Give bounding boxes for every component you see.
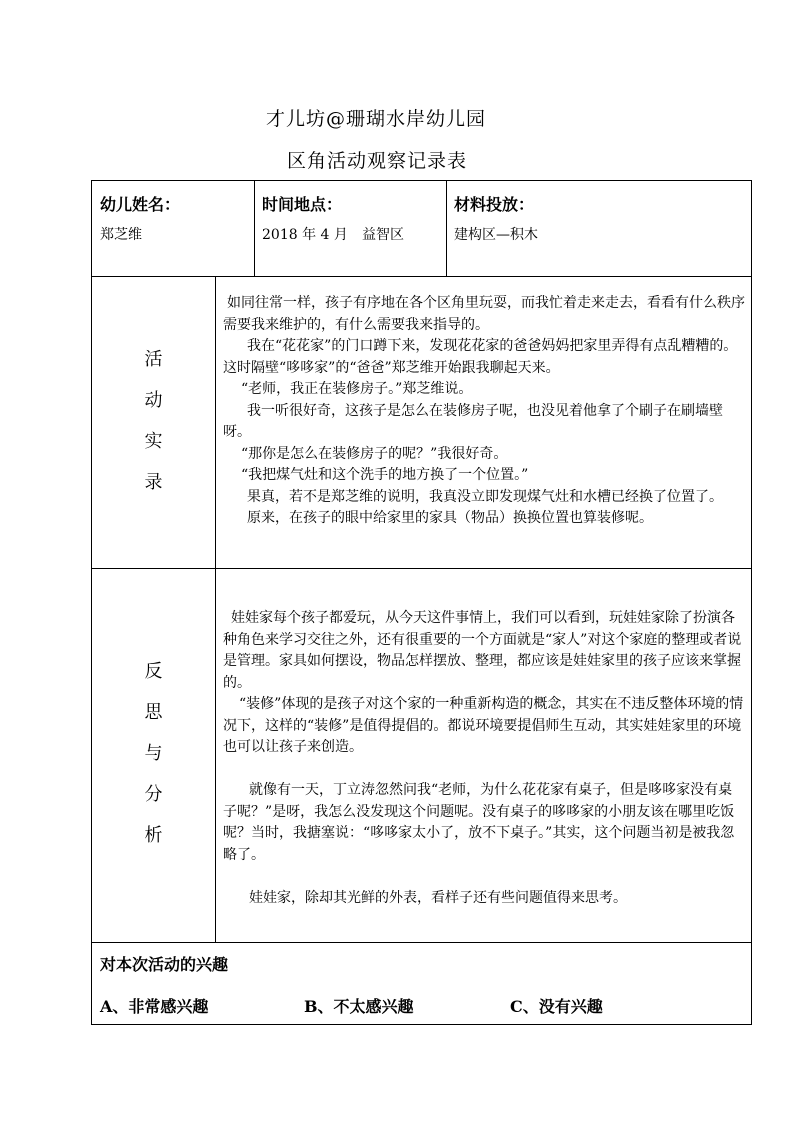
interest-title: 对本次活动的兴趣 bbox=[100, 955, 229, 974]
place-value: 益智区 bbox=[362, 227, 404, 243]
paragraph-gap bbox=[223, 866, 745, 888]
record-paragraph: 如同往常一样，孩子有序地在各个区角里玩耍，而我忙着走来走去，看看有什么秩序需要我来维护的，有什么需要我来指导的。 bbox=[223, 295, 745, 333]
record-paragraph: “老师，我正在装修房子。”郑芝维说。 bbox=[241, 381, 473, 397]
label-char: 活 bbox=[144, 349, 163, 370]
observation-table bbox=[91, 180, 752, 1025]
column-divider bbox=[254, 181, 255, 276]
label-char: 思 bbox=[144, 702, 163, 723]
interest-option-a[interactable]: A、非常感兴趣 bbox=[100, 997, 209, 1016]
row-divider bbox=[92, 568, 751, 569]
interest-option-b[interactable]: B、不太感兴趣 bbox=[304, 997, 414, 1016]
label-char: 实 bbox=[144, 431, 163, 452]
record-paragraph: “那你是怎么在装修房子的呢？”我很好奇。 bbox=[241, 445, 508, 462]
record-paragraph: 果真，若不是郑芝维的说明，我真没立即发现煤气灶和水槽已经换了位置了。 bbox=[247, 488, 723, 505]
interest-option-c[interactable]: C、没有兴趣 bbox=[510, 997, 603, 1016]
label-char: 与 bbox=[144, 743, 163, 764]
reflection-paragraph: 就像有一天，丁立涛忽然问我“老师，为什么花花家有桌子，但是哆哆家没有桌子呢？”是呀，我怎么没发现这个问题呢。没有桌子的哆哆家的小朋友该在哪里吃饭呢？当时，我搪塞说：“哆哆家太小了，放不下桌子。”其实，这个问题当初是被我忽略了。 bbox=[223, 782, 735, 863]
record-paragraph: 我一听很好奇，这孩子是怎么在装修房子呢，也没见着他拿了个刷子在刷墙壁呀。 bbox=[223, 402, 723, 440]
label-char: 反 bbox=[144, 661, 163, 682]
time-value: 2018 年 4 月 bbox=[262, 227, 348, 243]
time-place-label: 时间地点： bbox=[262, 195, 343, 214]
child-name-label: 幼儿姓名： bbox=[100, 195, 181, 214]
reflection-paragraph: “装修”体现的是孩子对这个家的一种重新构造的概念，其实在不违反整体环境的情况下，这样的“装修”是值得提倡的。都说环境要提倡师生互动，其实娃娃家里的环境也可以让孩子来创造。 bbox=[223, 696, 744, 755]
record-paragraph: 我在“花花家”的门口蹲下来，发现花花家的爸爸妈妈把家里弄得有点乱糟糟的。这时隔壁“哆哆家”的“爸爸”郑芝维开始跟我聊起天来。 bbox=[223, 338, 738, 376]
label-char: 分 bbox=[144, 784, 163, 805]
column-divider bbox=[215, 276, 216, 942]
label-char: 析 bbox=[144, 825, 163, 846]
activity-record-text bbox=[223, 293, 745, 530]
reflection-paragraph: 娃娃家每个孩子都爱玩，从今天这件事情上，我们可以看到，玩娃娃家除了扮演各种角色来学习交往之外，还有很重要的一个方面就是“家人”对这个家庭的整理或者说是管理。家具如何摆设，物品怎样摆放、整理，都应该是娃娃家里的孩子应该来掌握的。 bbox=[223, 610, 742, 691]
child-name-value: 郑芝维 bbox=[100, 227, 142, 243]
row-divider bbox=[92, 276, 751, 277]
materials-value: 建构区—积木 bbox=[454, 227, 538, 243]
reflection-paragraph: 娃娃家，除却其光鲜的外表，看样子还有些问题值得来思考。 bbox=[249, 889, 627, 906]
reflection-text bbox=[223, 608, 745, 909]
column-divider bbox=[446, 181, 447, 276]
materials-label: 材料投放： bbox=[454, 195, 535, 214]
reflection-label bbox=[92, 651, 215, 856]
paragraph-gap bbox=[223, 759, 745, 781]
activity-record-label bbox=[92, 339, 215, 503]
record-paragraph: “我把煤气灶和这个洗手的地方换了一个位置。” bbox=[241, 467, 529, 483]
record-paragraph: 原来，在孩子的眼中给家里的家具（物品）换换位置也算装修呢。 bbox=[247, 510, 653, 526]
row-divider bbox=[92, 942, 751, 943]
label-char: 动 bbox=[144, 390, 163, 411]
document-title: 才儿坊@珊瑚水岸幼儿园 bbox=[266, 108, 487, 130]
document-subtitle: 区角活动观察记录表 bbox=[287, 150, 468, 172]
label-char: 录 bbox=[144, 472, 163, 493]
